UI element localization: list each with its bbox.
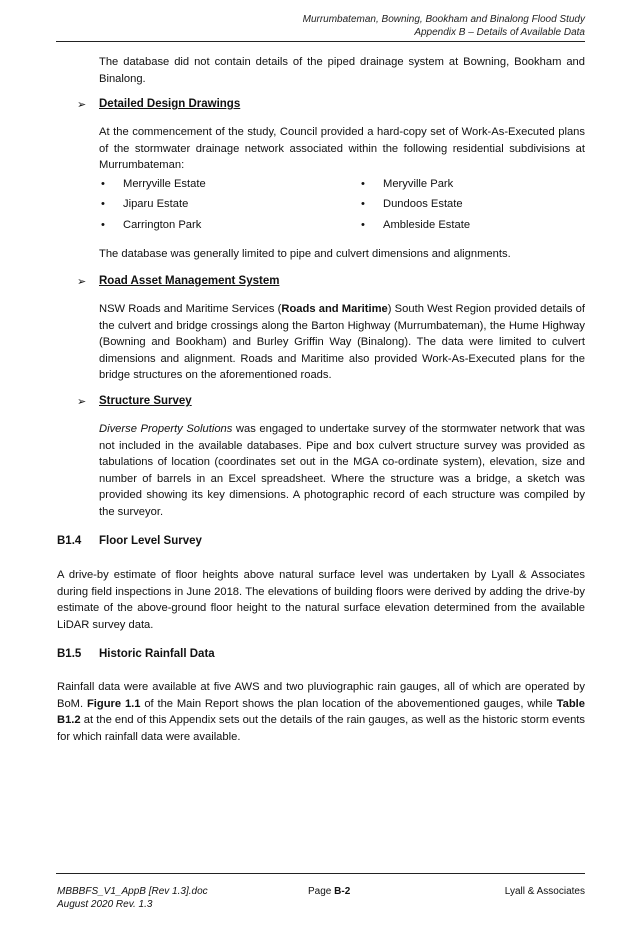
- running-header: [303, 13, 585, 39]
- header-title: Murrumbateman, Bowning, Bookham and Binalong Flood Study: [302, 14, 585, 25]
- footer-left: [57, 885, 208, 911]
- bullet-icon: •: [361, 178, 365, 190]
- bullet-icon: •: [101, 219, 105, 231]
- header-rule: [56, 41, 585, 42]
- section-heading-text: Detailed Design Drawings: [99, 98, 241, 110]
- section-number: B1.4: [57, 535, 82, 547]
- detailed-design-note: The database was generally limited to pipe and culvert dimensions and alignments.: [99, 248, 511, 260]
- intro-paragraph: The database did not contain details of the piped drainage system at Bowning, Bookham and Binalong.: [99, 56, 585, 85]
- arrow-bullet-icon: ➢: [77, 99, 87, 111]
- arrow-bullet-icon: ➢: [77, 396, 87, 408]
- section-title: Floor Level Survey: [99, 535, 202, 547]
- floor-level-paragraph: A drive-by estimate of floor heights above natural surface level was undertaken by Lyall & Associates during field inspections in June 2018. The elevations of building floors were derived by adding the drive-by estimate of the above-ground floor height to the natural surface elevation determined from the available LiDAR survey data.: [57, 569, 585, 631]
- structure-survey-paragraph: Diverse Property Solutions was engaged to undertake survey of the stormwater network that was not included in the available databases. Pipe and box culvert structure survey was provided as tabulations of location (coordinates set out in the MGA co-ordinate system), elevation, size and number of barrels in an Excel spreadsheet. Where the structure was a bridge, a sketch was provided showing its key dimensions. A photographic record of each structure was compiled by the surveyor.: [99, 423, 585, 518]
- header-subtitle: Appendix B – Details of Available Data: [414, 27, 585, 38]
- arrow-bullet-icon: ➢: [77, 276, 87, 288]
- document-filename: MBBBFS_V1_AppB [Rev 1.3].doc: [57, 886, 208, 897]
- company-name: Lyall & Associates: [504, 886, 585, 897]
- section-heading-text: Structure Survey: [99, 395, 192, 407]
- rainfall-paragraph: Rainfall data were available at five AWS and two pluviographic rain gauges, all of which are operated by BoM. Figure 1.1 of the Main Report shows the plan location of the abovementioned gauges, while Table B1.2 at the end of this Appendix sets out the details of the rain gauges, as well as the historic storm events for which rainfall data were available.: [57, 681, 585, 743]
- bullet-icon: •: [361, 198, 365, 210]
- section-number: B1.5: [57, 648, 82, 660]
- detailed-design-paragraph: At the commencement of the study, Council provided a hard-copy set of Work-As-Executed plans of the stormwater drainage network associated within the following residential subdivisions at Murrumbateman:: [99, 126, 585, 171]
- bullet-icon: •: [101, 198, 105, 210]
- bullet-icon: •: [101, 178, 105, 190]
- section-title: Historic Rainfall Data: [99, 648, 215, 660]
- document-date-revision: August 2020 Rev. 1.3: [57, 899, 153, 910]
- page-number: Page B-2: [308, 886, 351, 897]
- bullet-icon: •: [361, 219, 365, 231]
- section-heading-text: Road Asset Management System: [99, 275, 280, 287]
- road-asset-paragraph: NSW Roads and Maritime Services (Roads and Maritime) South West Region provided details of the culvert and bridge crossings along the Barton Highway (Murrumbateman), the Hume Highway (Bowning and Bookham) and Burley Griffin Way (Binalong). The data were limited to culvert dimensions and alignment. Roads and Maritime also provided Work-As-Executed plans for the bridge structures on the aforementioned roads.: [99, 303, 585, 381]
- footer-rule: [56, 873, 585, 874]
